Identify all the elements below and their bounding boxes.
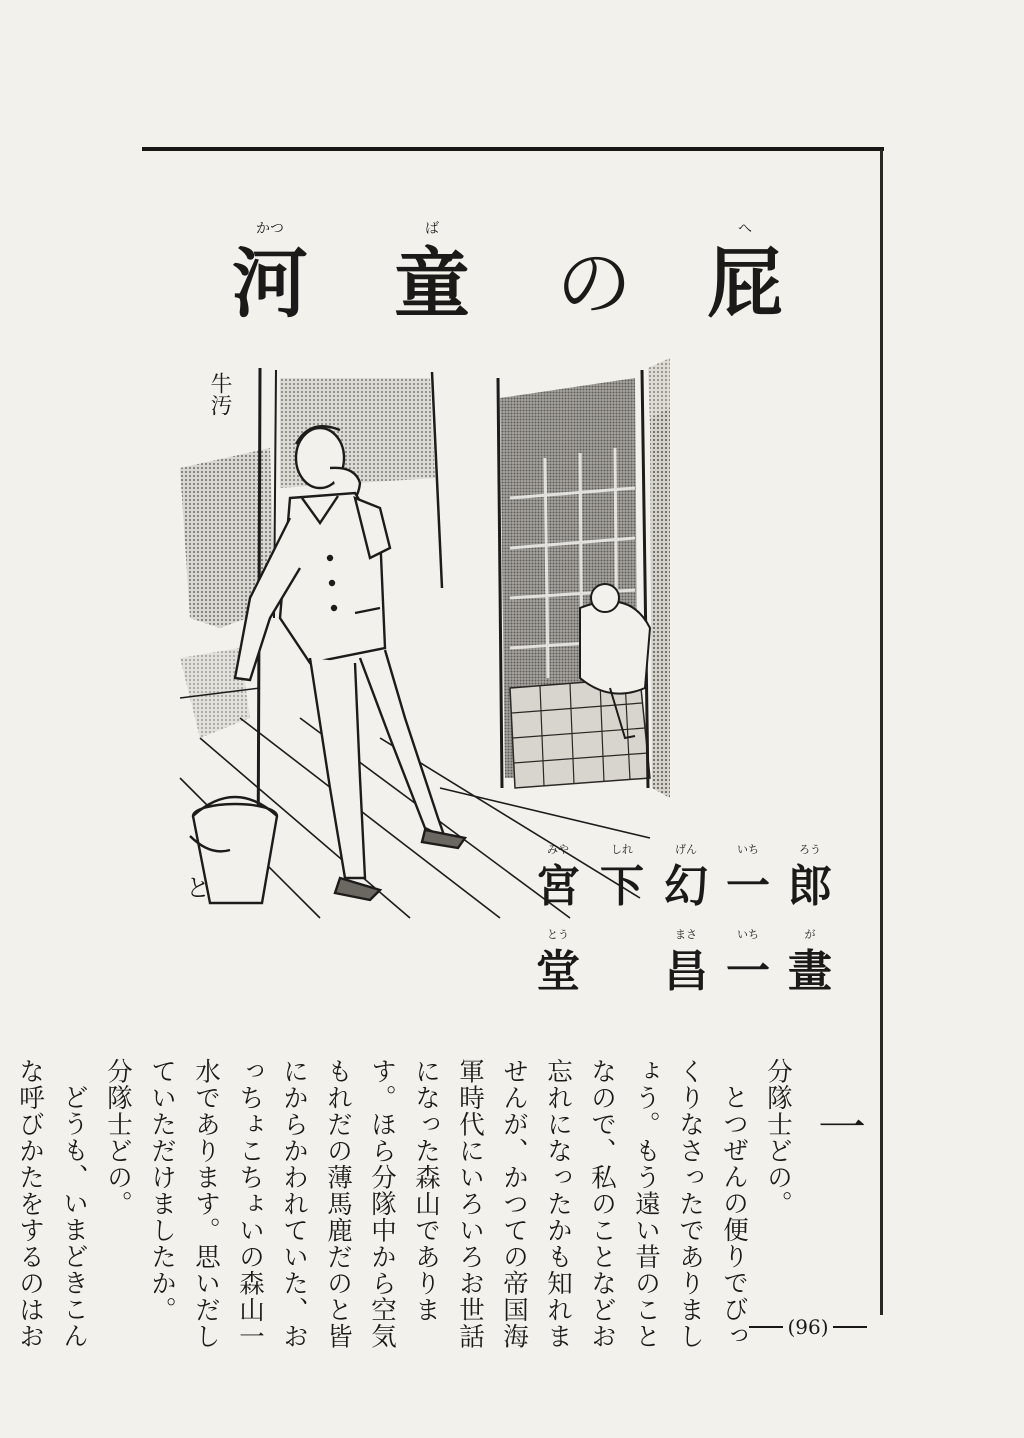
title-char-4: 屁 xyxy=(707,239,783,328)
artist-ruby-2: まさ xyxy=(675,928,697,941)
artist-ruby-3: いち xyxy=(737,928,759,941)
body-paragraph-4: どうも、いまどきこんな呼びかたをするのはお xyxy=(15,1058,89,1350)
signature-char-1: 牛 xyxy=(207,372,232,394)
artist-char-1: 堂 xyxy=(536,946,580,997)
artist-name xyxy=(530,928,840,998)
body-paragraph-2: とつぜんの便りでびっくりなさったでありましょう。もう遠い昔のことなので、私のことなどお忘れになったかも知れませんが、かつての帝国海軍時代にいろいろお世話になった森山であります。ほら分隊中から空気もれだの薄馬鹿だのと皆にからかわれていた、おっちょこちょいの森山一水であります。思いだしていただけましたか。 xyxy=(147,1058,749,1350)
illustration-drawing xyxy=(180,358,670,918)
signature-char-2: 汚 xyxy=(207,394,232,416)
top-rule xyxy=(142,147,884,151)
title-ruby-4: へ xyxy=(738,221,752,237)
title-char-3: の xyxy=(556,239,632,328)
author-ruby-2: しれ xyxy=(611,843,633,856)
artist-ruby-1: とう xyxy=(547,928,569,941)
page-number-value: (96) xyxy=(787,1315,829,1339)
story-title xyxy=(225,221,805,328)
page-number-dash-right xyxy=(833,1326,867,1328)
page-number-digits: 96 xyxy=(795,1315,821,1339)
title-char-2: 童 xyxy=(394,239,470,328)
author-ruby-5: ろう xyxy=(799,843,821,856)
author-char-1: 宮 xyxy=(536,861,580,912)
illustration-corner-mark: と xyxy=(186,874,210,902)
author-name xyxy=(530,843,840,913)
artist-char-3: 一 xyxy=(726,946,770,997)
chapter-number: 一 xyxy=(818,1100,867,1156)
author-ruby-4: いち xyxy=(737,843,759,856)
title-char-1: 河 xyxy=(232,239,308,328)
author-char-5: 郎 xyxy=(788,861,832,912)
author-ruby-1: みや xyxy=(547,843,569,856)
artist-ruby-4: が xyxy=(804,928,816,941)
illustration-signature xyxy=(202,372,232,416)
author-char-3: 幻 xyxy=(664,861,708,912)
author-ruby-3: げん xyxy=(675,843,697,856)
story-illustration xyxy=(180,358,670,918)
page-number-dash-left xyxy=(749,1326,783,1328)
body-paragraph-3: 分隊士どの。 xyxy=(103,1058,133,1217)
body-paragraph-1: 分隊士どの。 xyxy=(763,1058,793,1217)
right-rule xyxy=(880,150,883,1315)
artist-char-4: 畫 xyxy=(788,946,832,997)
page-number xyxy=(748,1312,868,1342)
title-ruby-2: ば xyxy=(425,221,439,237)
author-char-4: 一 xyxy=(726,861,770,912)
author-char-2: 下 xyxy=(600,861,644,912)
artist-char-2: 昌 xyxy=(664,946,708,997)
title-ruby-1: かつ xyxy=(256,221,284,237)
story-body xyxy=(15,1058,800,1358)
